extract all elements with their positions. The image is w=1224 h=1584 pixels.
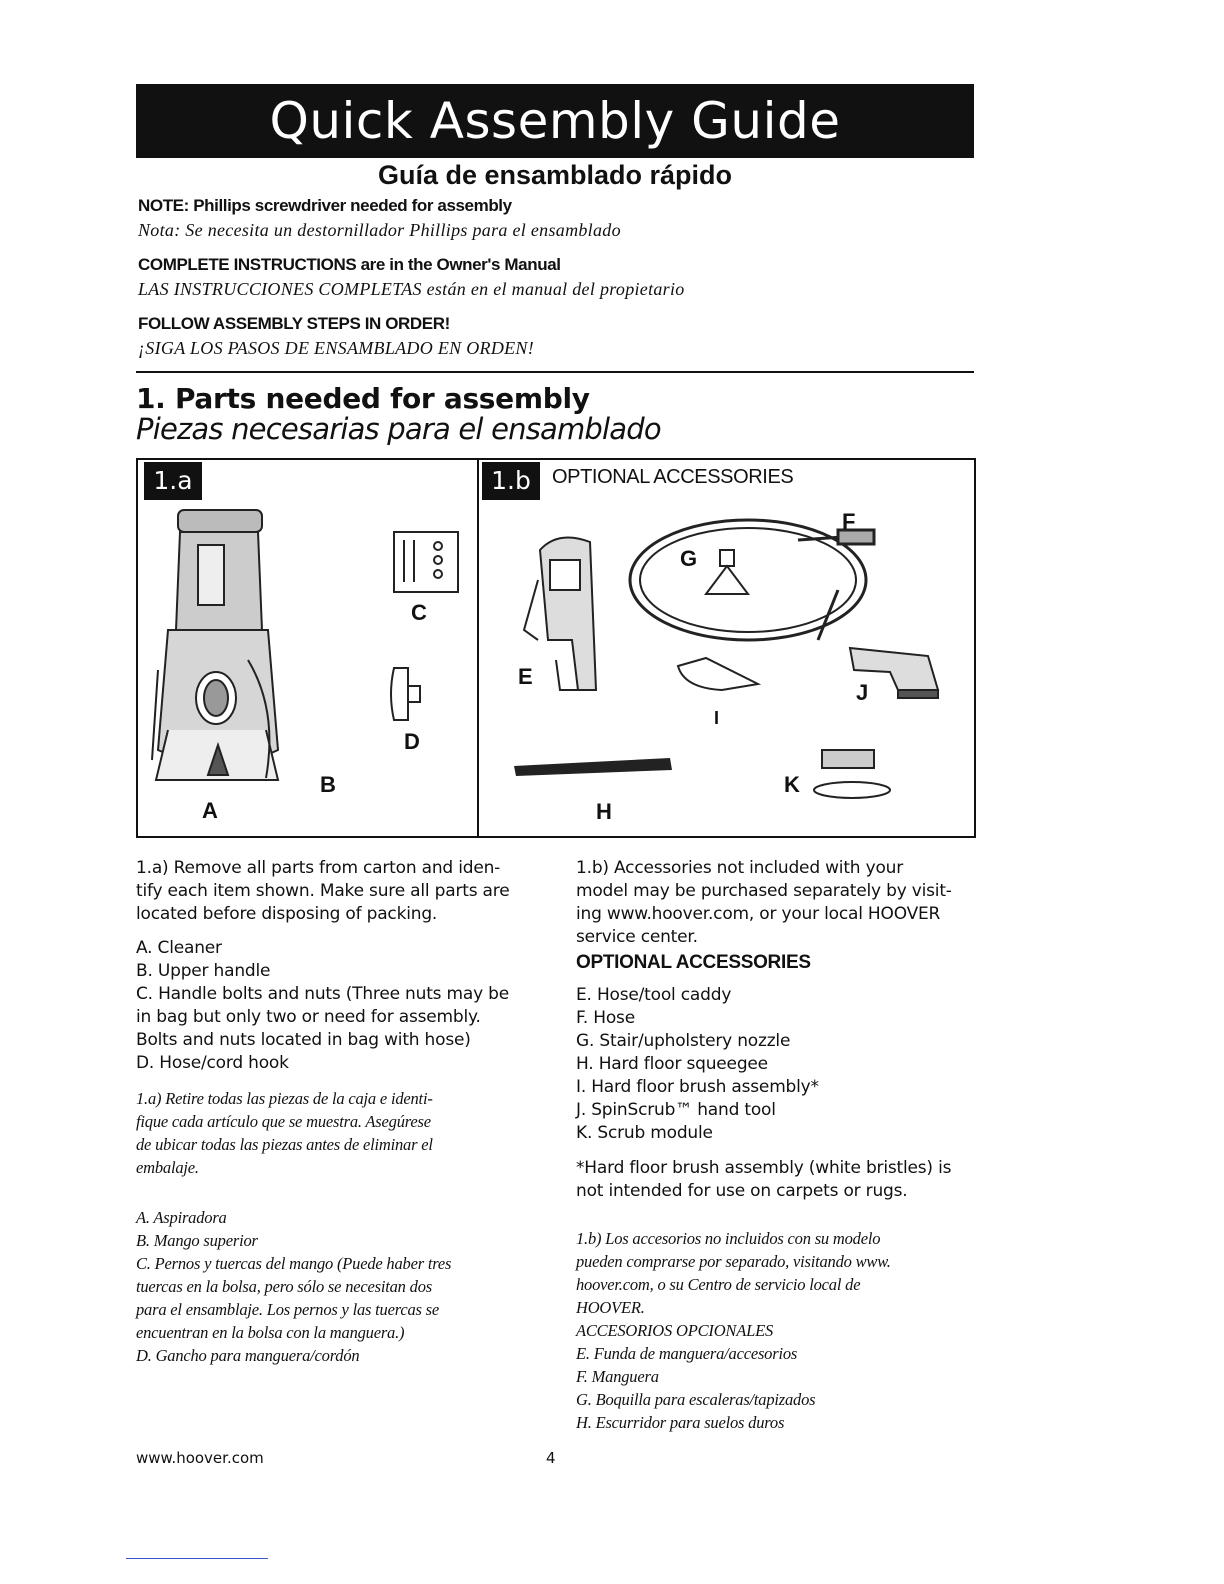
section-title-es: Piezas necesarias para el ensamblado bbox=[136, 412, 661, 446]
list-item: D. Gancho para manguera/cordón bbox=[136, 1346, 360, 1365]
intro-1a-es-line: embalaje. bbox=[136, 1158, 199, 1177]
right-column bbox=[576, 857, 976, 1434]
list-item: in bag but only two or need for assembly. bbox=[136, 1007, 481, 1027]
list-item: K. Scrub module bbox=[576, 1123, 713, 1143]
list-item: B. Mango superior bbox=[136, 1231, 258, 1250]
list-item: I. Hard floor brush assembly* bbox=[576, 1077, 819, 1097]
footer-url[interactable]: www.hoover.com bbox=[136, 1449, 264, 1467]
list-item: C. Handle bolts and nuts (Three nuts may be bbox=[136, 984, 510, 1004]
intro-1a-line: 1.a) Remove all parts from carton and iden- bbox=[136, 858, 501, 878]
figure-tag-1a: 1.a bbox=[144, 462, 202, 500]
intro-1a-es-line: fique cada artículo que se muestra. Asegúrese bbox=[136, 1112, 431, 1131]
caddy-illustration bbox=[524, 538, 596, 691]
list-item: A. Cleaner bbox=[136, 938, 222, 958]
list-item: ACCESORIOS OPCIONALES bbox=[576, 1321, 773, 1340]
note-order: FOLLOW ASSEMBLY STEPS IN ORDER! bbox=[138, 314, 450, 333]
list-item: F. Manguera bbox=[576, 1367, 659, 1386]
list-item: para el ensamblaje. Los pernos y las tuercas se bbox=[136, 1300, 440, 1319]
intro-1a-line: tify each item shown. Make sure all parts are bbox=[136, 881, 510, 901]
brush-illustration bbox=[678, 658, 758, 690]
intro-1b-line: model may be purchased separately by visit- bbox=[576, 881, 952, 901]
list-item: A. Aspiradora bbox=[136, 1208, 227, 1227]
list-item: encuentran en la bolsa con la manguera.) bbox=[136, 1323, 405, 1342]
intro-1b-es-line: 1.b) Los accesorios no incluidos con su modelo bbox=[576, 1229, 881, 1248]
section-divider bbox=[136, 371, 974, 373]
label-f: F bbox=[842, 509, 856, 534]
intro-1a bbox=[136, 857, 531, 926]
accessories-list-es bbox=[576, 1319, 976, 1434]
list-item: H. Hard floor squeegee bbox=[576, 1054, 768, 1074]
figure-tag-1b: 1.b bbox=[482, 462, 540, 500]
parts-list-es bbox=[136, 1206, 531, 1367]
guide-title: Quick Assembly Guide bbox=[136, 84, 974, 158]
intro-1b-es-line: hoover.com, o su Centro de servicio local de bbox=[576, 1275, 861, 1294]
squeegee-illustration bbox=[514, 758, 672, 776]
intro-1a-es bbox=[136, 1087, 531, 1179]
footnote-line: *Hard floor brush assembly (white bristles) is bbox=[576, 1158, 952, 1178]
note-instructions-es: LAS INSTRUCCIONES COMPLETAS están en el manual del propietario bbox=[138, 279, 685, 299]
brush-footnote bbox=[576, 1157, 976, 1203]
note-screwdriver-es: Nota: Se necesita un destornillador Phillips para el ensamblado bbox=[138, 220, 621, 240]
intro-1a-line: located before disposing of packing. bbox=[136, 904, 438, 924]
label-h: H bbox=[596, 799, 612, 824]
bottom-line bbox=[126, 1558, 268, 1559]
optional-accessories-heading: OPTIONAL ACCESSORIES bbox=[576, 952, 811, 973]
nozzle-illustration bbox=[706, 550, 748, 594]
accessories-list bbox=[576, 984, 976, 1145]
intro-1b-es bbox=[576, 1227, 976, 1319]
label-i: I bbox=[714, 708, 720, 728]
label-e: E bbox=[518, 664, 533, 689]
list-item: J. SpinScrub™ hand tool bbox=[576, 1100, 776, 1120]
list-item: Bolts and nuts located in bag with hose) bbox=[136, 1030, 471, 1050]
list-item: B. Upper handle bbox=[136, 961, 271, 981]
list-item: E. Hose/tool caddy bbox=[576, 985, 732, 1005]
left-column bbox=[136, 857, 531, 1367]
scrub-module-illustration bbox=[814, 750, 890, 798]
section-title: 1. Parts needed for assembly bbox=[136, 382, 590, 415]
page-number: 4 bbox=[546, 1449, 556, 1467]
list-item: G. Boquilla para escaleras/tapizados bbox=[576, 1390, 816, 1409]
optional-accessories-header: OPTIONAL ACCESSORIES bbox=[552, 466, 794, 488]
label-c: C bbox=[411, 600, 427, 625]
note-instructions: COMPLETE INSTRUCTIONS are in the Owner's Manual bbox=[138, 255, 561, 274]
footnote-line: not intended for use on carpets or rugs. bbox=[576, 1181, 908, 1201]
note-screwdriver: NOTE: Phillips screwdriver needed for assembly bbox=[138, 196, 512, 215]
list-item: D. Hose/cord hook bbox=[136, 1053, 289, 1073]
label-g: G bbox=[680, 546, 698, 571]
list-item: C. Pernos y tuercas del mango (Puede haber tres bbox=[136, 1254, 452, 1273]
list-item: G. Stair/upholstery nozzle bbox=[576, 1031, 791, 1051]
label-j: J bbox=[856, 680, 869, 705]
intro-1a-es-line: 1.a) Retire todas las piezas de la caja e identi- bbox=[136, 1089, 433, 1108]
label-d: D bbox=[404, 729, 420, 754]
hook-illustration bbox=[391, 668, 420, 720]
intro-1b-es-line: pueden comprarse por separado, visitando www. bbox=[576, 1252, 891, 1271]
list-item: F. Hose bbox=[576, 1008, 635, 1028]
label-b: B bbox=[320, 772, 336, 797]
bolts-illustration bbox=[394, 532, 458, 592]
list-item: H. Escurridor para suelos duros bbox=[576, 1413, 785, 1432]
note-order-es: ¡SIGA LOS PASOS DE ENSAMBLADO EN ORDEN! bbox=[138, 338, 535, 358]
guide-subtitle: Guía de ensamblado rápido bbox=[377, 160, 733, 190]
intro-1a-es-line: de ubicar todas las piezas antes de eliminar el bbox=[136, 1135, 433, 1154]
parts-list bbox=[136, 937, 531, 1075]
intro-1b-es-line: HOOVER. bbox=[576, 1298, 645, 1317]
label-a: A bbox=[202, 798, 218, 823]
hose-illustration bbox=[630, 520, 874, 640]
list-item: tuercas en la bolsa, pero sólo se necesitan dos bbox=[136, 1277, 432, 1296]
label-k: K bbox=[784, 772, 800, 797]
cleaner-illustration bbox=[152, 510, 278, 780]
intro-1b-line: ing www.hoover.com, or your local HOOVER bbox=[576, 904, 941, 924]
intro-1b-line: service center. bbox=[576, 927, 698, 947]
intro-1b bbox=[576, 857, 976, 949]
list-item: E. Funda de manguera/accesorios bbox=[576, 1344, 798, 1363]
intro-1b-line: 1.b) Accessories not included with your bbox=[576, 858, 904, 878]
